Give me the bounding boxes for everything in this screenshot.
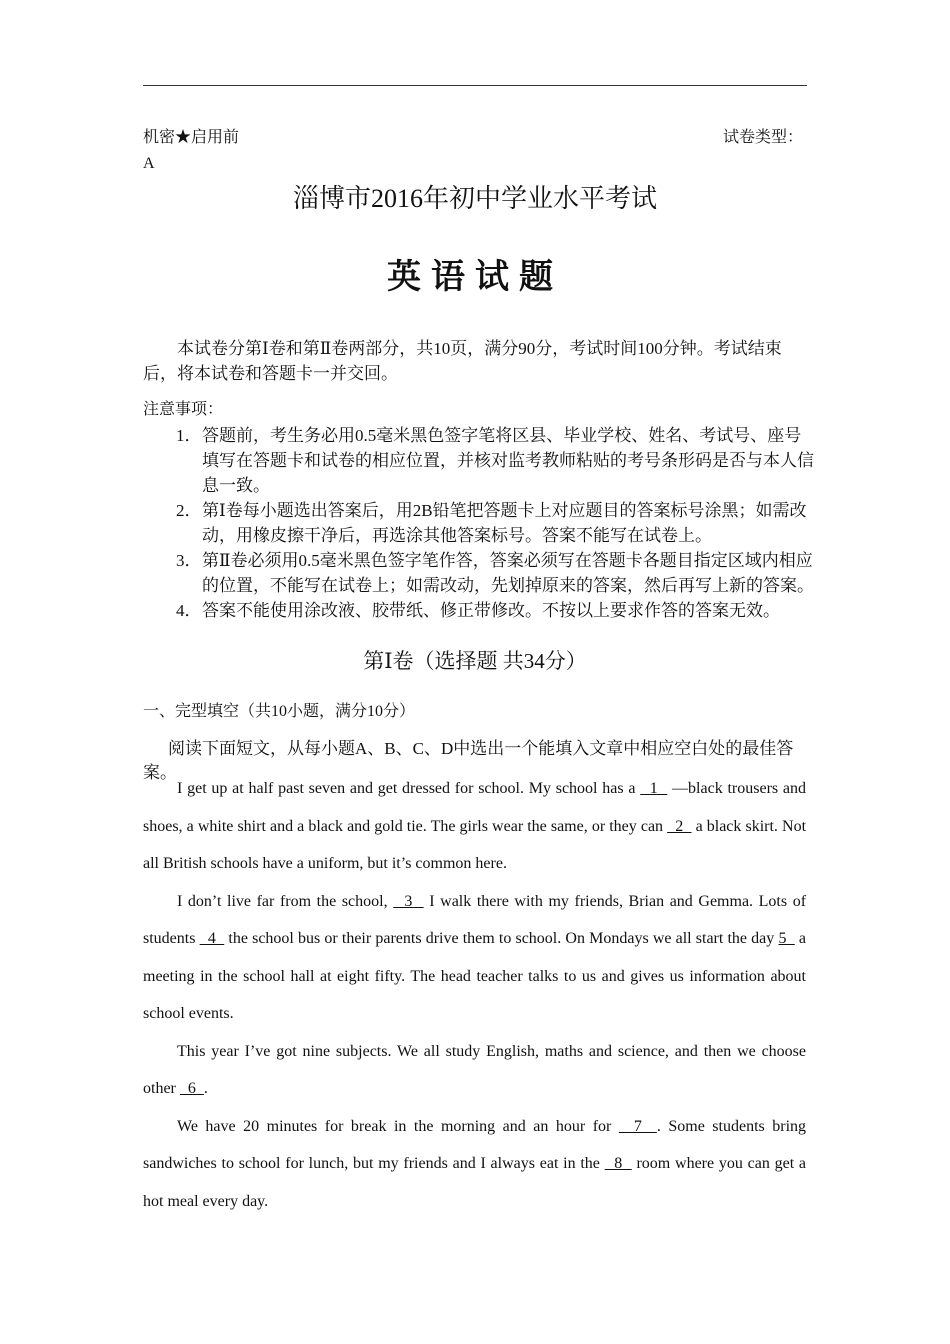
blank-7: 7 — [618, 1117, 657, 1135]
passage-paragraph — [143, 1108, 806, 1221]
part-heading: 一、完型填空（共10小题，满分10分） — [143, 703, 416, 720]
passage-text: I walk there with my friends, Brian and Gemma. Lots of students — [143, 892, 807, 947]
section-title: 第Ⅰ卷（选择题 共34分） — [363, 649, 587, 673]
part-instruction: 阅读下面短文，从每小题A、B、C、D中选出一个能填入文章中相应空白处的最佳答案。 — [143, 739, 794, 782]
note-item — [176, 548, 816, 598]
intro-paragraph: 本试卷分第Ⅰ卷和第Ⅱ卷两部分，共10页，满分90分，考试时间100分钟。考试结束后，将本试卷和答题卡一并交回。 — [143, 339, 782, 383]
blank-5: 5 — [778, 930, 795, 947]
passage-text: —black trousers and shoes, a white shirt and a black and gold tie. The girls wear the same, or they can — [143, 780, 806, 835]
note-number: 2． — [176, 501, 202, 520]
note-item — [176, 423, 816, 498]
subject-title: 英语试题 — [387, 259, 563, 296]
passage-text: We have 20 minutes for break in the morning and an hour for — [177, 1117, 619, 1135]
passage-text: I get up at half past seven and get dressed for school. My school has a — [177, 780, 641, 797]
note-number: 4． — [176, 601, 202, 620]
cloze-passage — [143, 770, 806, 1220]
note-number: 3． — [176, 551, 202, 570]
exam-title: 淄博市2016年初中学业水平考试 — [292, 184, 657, 213]
top-rule — [143, 85, 807, 86]
note-item — [176, 598, 816, 623]
passage-text: room where you can get a hot meal every day. — [143, 1155, 806, 1210]
passage-text: a meeting in the school hall at eight fifty. The head teacher talks to us and gives us information about school events. — [143, 930, 807, 1022]
notes-heading: 注意事项： — [143, 401, 224, 418]
passage-text: This year I’ve got nine subjects. We all study English, maths and science, and then we choose other — [143, 1042, 806, 1097]
passage-text: . — [203, 1080, 208, 1097]
note-text: 第Ⅱ卷必须用0.5毫米黑色签字笔作答，答案必须写在答题卡各题目指定区域内相应的位置，不能写在试卷上；如需改动，先划掉原来的答案，然后再写上新的答案。 — [202, 551, 814, 595]
note-text: 第Ⅰ卷每小题选出答案后，用2B铅笔把答题卡上对应题目的答案标号涂黑；如需改动，用橡皮擦干净后，再选涂其他答案标号。答案不能写在试卷上。 — [202, 501, 807, 545]
passage-text: I don’t live far from the school, — [177, 892, 394, 910]
blank-6: 6 — [179, 1080, 204, 1097]
blank-3: 3 — [393, 892, 424, 910]
blank-2: 2 — [667, 817, 692, 835]
passage-text: the school bus or their parents drive them to school. On Mondays we all start the day — [224, 930, 779, 947]
notes-list — [176, 423, 816, 623]
passage-paragraph — [143, 883, 806, 1033]
blank-1: 1 — [640, 780, 668, 797]
blank-8: 8 — [604, 1155, 632, 1172]
note-text: 答题前，考生务必用0.5毫米黑色签字笔将区县、毕业学校、姓名、考试号、座号填写在答题卡和试卷的相应位置，并核对监考教师粘贴的考号条形码是否与本人信息一致。 — [202, 426, 814, 495]
passage-paragraph — [143, 770, 806, 883]
paper-type-value: A — [143, 155, 155, 172]
blank-4: 4 — [199, 930, 225, 947]
note-number: 1． — [176, 426, 202, 445]
passage-text: . Some students bring sandwiches to school for lunch, but my friends and I always eat in the — [143, 1117, 807, 1172]
confidential-label: 机密★启用前 — [143, 129, 240, 146]
passage-paragraph — [143, 1033, 806, 1108]
note-item — [176, 498, 816, 548]
note-text: 答案不能使用涂改液、胶带纸、修正带修改。不按以上要求作答的答案无效。 — [202, 601, 780, 620]
passage-text: a black skirt. Not all British schools have a uniform, but it’s common here. — [143, 817, 807, 872]
paper-type-label: 试卷类型： — [723, 129, 804, 146]
